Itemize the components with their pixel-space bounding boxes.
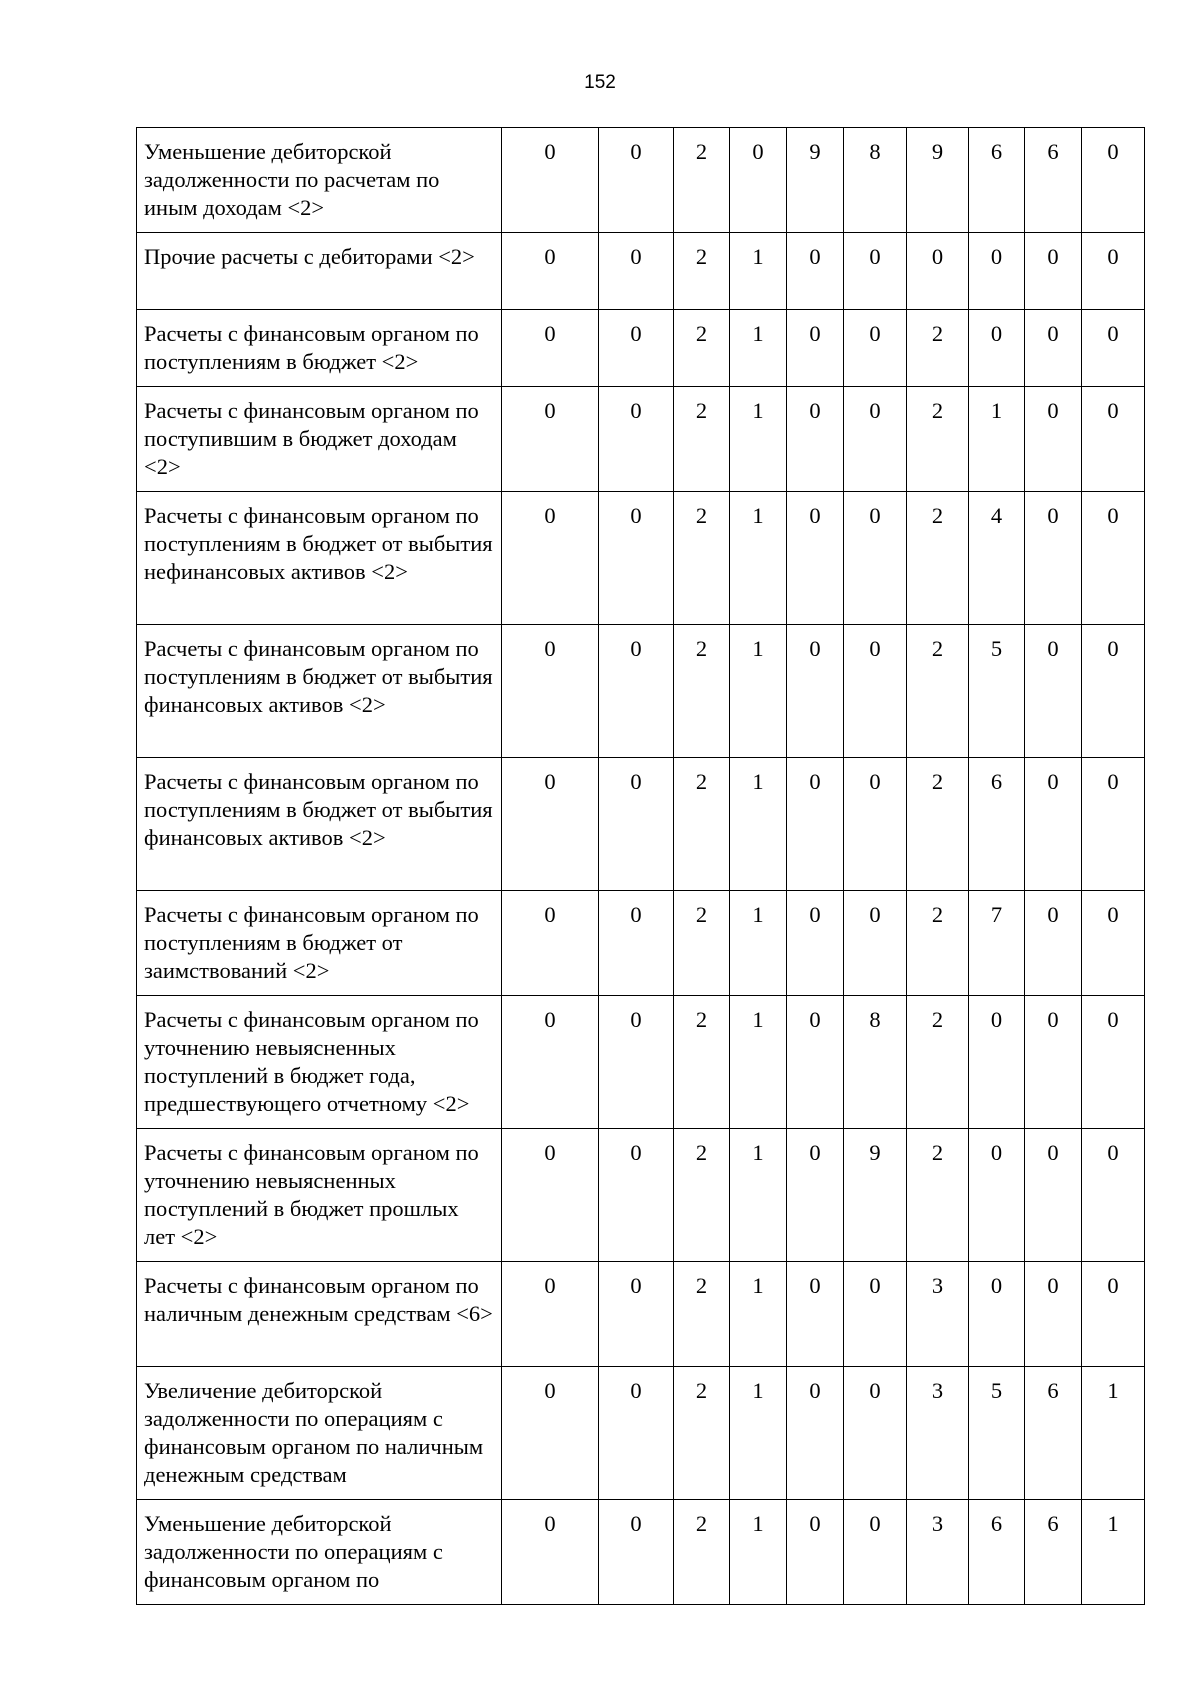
table-row [137,128,1145,233]
code-digit: 0 [599,387,674,492]
code-digit: 0 [787,233,844,310]
table-row [137,387,1145,492]
code-digit: 7 [969,891,1025,996]
code-digit: 0 [844,1262,907,1367]
code-digit: 0 [844,233,907,310]
code-digit: 1 [730,1500,787,1605]
code-digit: 4 [969,492,1025,625]
code-digit: 0 [599,233,674,310]
code-digit: 3 [907,1262,969,1367]
table-row [137,758,1145,891]
code-digit: 0 [1082,310,1145,387]
code-digit: 0 [1082,1262,1145,1367]
code-digit: 0 [599,310,674,387]
table-row [137,492,1145,625]
code-digit: 1 [730,492,787,625]
code-digit: 0 [502,128,599,233]
code-digit: 6 [969,128,1025,233]
table-row [137,1262,1145,1367]
account-name: Расчеты с финансовым органом по поступлениям в бюджет от выбытия финансовых активов <2> [137,625,502,758]
code-digit: 0 [502,233,599,310]
code-digit: 2 [674,1262,730,1367]
code-digit: 1 [1082,1367,1145,1500]
code-digit: 0 [502,387,599,492]
code-digit: 0 [787,891,844,996]
code-digit: 0 [969,1262,1025,1367]
code-digit: 2 [907,310,969,387]
code-digit: 0 [1082,891,1145,996]
code-digit: 0 [1082,996,1145,1129]
code-digit: 8 [844,996,907,1129]
account-name: Расчеты с финансовым органом по поступлениям в бюджет от заимствований <2> [137,891,502,996]
code-digit: 9 [907,128,969,233]
code-digit: 2 [907,625,969,758]
account-name: Расчеты с финансовым органом по поступлениям в бюджет от выбытия нефинансовых активов <2> [137,492,502,625]
code-digit: 1 [1082,1500,1145,1605]
code-digit: 5 [969,625,1025,758]
table-row [137,310,1145,387]
code-digit: 0 [1025,1129,1082,1262]
code-digit: 2 [674,996,730,1129]
code-digit: 0 [787,387,844,492]
code-digit: 6 [969,1500,1025,1605]
account-name: Увеличение дебиторской задолженности по операциям с финансовым органом по наличным денежным средствам [137,1367,502,1500]
code-digit: 0 [1025,1262,1082,1367]
code-digit: 0 [1082,1129,1145,1262]
code-digit: 0 [599,625,674,758]
code-digit: 0 [1025,891,1082,996]
code-digit: 0 [787,625,844,758]
account-name: Расчеты с финансовым органом по уточнению невыясненных поступлений в бюджет прошлых лет <2> [137,1129,502,1262]
code-digit: 0 [1082,758,1145,891]
code-digit: 0 [787,758,844,891]
code-digit: 0 [969,233,1025,310]
code-digit: 6 [1025,128,1082,233]
code-digit: 2 [674,233,730,310]
code-digit: 1 [730,996,787,1129]
code-digit: 0 [969,1129,1025,1262]
code-digit: 0 [907,233,969,310]
code-digit: 0 [787,1500,844,1605]
code-digit: 0 [1082,233,1145,310]
page-number: 152 [584,72,616,93]
code-digit: 6 [969,758,1025,891]
account-name: Расчеты с финансовым органом по поступлениям в бюджет от выбытия финансовых активов <2> [137,758,502,891]
account-codes-table [136,127,1145,1605]
code-digit: 0 [1025,387,1082,492]
code-digit: 0 [787,1129,844,1262]
code-digit: 0 [599,1367,674,1500]
code-digit: 3 [907,1500,969,1605]
code-digit: 0 [1025,492,1082,625]
code-digit: 0 [1082,387,1145,492]
code-digit: 2 [907,891,969,996]
code-digit: 0 [1025,625,1082,758]
table-row [137,1367,1145,1500]
code-digit: 0 [599,758,674,891]
code-digit: 2 [907,387,969,492]
code-digit: 2 [907,758,969,891]
code-digit: 0 [1082,492,1145,625]
code-digit: 2 [907,492,969,625]
code-digit: 0 [969,996,1025,1129]
code-digit: 0 [1025,758,1082,891]
code-digit: 0 [844,1367,907,1500]
code-digit: 1 [730,387,787,492]
code-digit: 0 [502,996,599,1129]
code-digit: 0 [787,996,844,1129]
code-digit: 0 [599,996,674,1129]
code-digit: 0 [844,1500,907,1605]
account-name: Расчеты с финансовым органом по уточнению невыясненных поступлений в бюджет года, предшествующего отчетному <2> [137,996,502,1129]
code-digit: 1 [730,233,787,310]
code-digit: 2 [907,996,969,1129]
code-digit: 0 [599,1500,674,1605]
code-digit: 1 [730,625,787,758]
code-digit: 2 [674,387,730,492]
table-row [137,891,1145,996]
code-digit: 0 [1082,128,1145,233]
code-digit: 1 [730,758,787,891]
code-digit: 0 [502,310,599,387]
code-digit: 0 [1082,625,1145,758]
account-name: Прочие расчеты с дебиторами <2> [137,233,502,310]
code-digit: 9 [787,128,844,233]
account-name: Расчеты с финансовым органом по поступившим в бюджет доходам <2> [137,387,502,492]
code-digit: 0 [787,492,844,625]
code-digit: 0 [502,1129,599,1262]
code-digit: 5 [969,1367,1025,1500]
code-digit: 0 [599,492,674,625]
code-digit: 1 [730,1367,787,1500]
code-digit: 0 [844,387,907,492]
code-digit: 0 [502,891,599,996]
account-name: Уменьшение дебиторской задолженности по операциям с финансовым органом по [137,1500,502,1605]
code-digit: 0 [502,625,599,758]
code-digit: 0 [730,128,787,233]
code-digit: 8 [844,128,907,233]
code-digit: 1 [730,1129,787,1262]
code-digit: 2 [674,891,730,996]
code-digit: 0 [844,310,907,387]
code-digit: 0 [1025,310,1082,387]
code-digit: 2 [674,625,730,758]
code-digit: 9 [844,1129,907,1262]
table-row [137,996,1145,1129]
code-digit: 0 [1025,233,1082,310]
code-digit: 0 [502,758,599,891]
table-row [137,233,1145,310]
code-digit: 0 [787,1262,844,1367]
code-digit: 0 [599,128,674,233]
code-digit: 0 [502,1367,599,1500]
code-digit: 0 [844,625,907,758]
account-name: Расчеты с финансовым органом по поступлениям в бюджет <2> [137,310,502,387]
table-row [137,1129,1145,1262]
code-digit: 0 [844,758,907,891]
code-digit: 2 [674,1367,730,1500]
code-digit: 0 [969,310,1025,387]
code-digit: 0 [1025,996,1082,1129]
code-digit: 3 [907,1367,969,1500]
code-digit: 0 [502,492,599,625]
table-row [137,625,1145,758]
account-name: Уменьшение дебиторской задолженности по расчетам по иным доходам <2> [137,128,502,233]
code-digit: 6 [1025,1367,1082,1500]
code-digit: 0 [502,1500,599,1605]
code-digit: 2 [674,758,730,891]
code-digit: 0 [502,1262,599,1367]
code-digit: 2 [674,310,730,387]
account-name: Расчеты с финансовым органом по наличным денежным средствам <6> [137,1262,502,1367]
code-digit: 0 [599,1262,674,1367]
code-digit: 2 [907,1129,969,1262]
code-digit: 0 [844,492,907,625]
code-digit: 2 [674,1500,730,1605]
code-digit: 0 [787,1367,844,1500]
code-digit: 0 [599,1129,674,1262]
table-row [137,1500,1145,1605]
code-digit: 2 [674,128,730,233]
code-digit: 1 [730,1262,787,1367]
code-digit: 0 [844,891,907,996]
code-digit: 2 [674,492,730,625]
code-digit: 1 [730,310,787,387]
code-digit: 0 [787,310,844,387]
code-digit: 2 [674,1129,730,1262]
code-digit: 0 [599,891,674,996]
code-digit: 1 [969,387,1025,492]
code-digit: 1 [730,891,787,996]
code-digit: 6 [1025,1500,1082,1605]
